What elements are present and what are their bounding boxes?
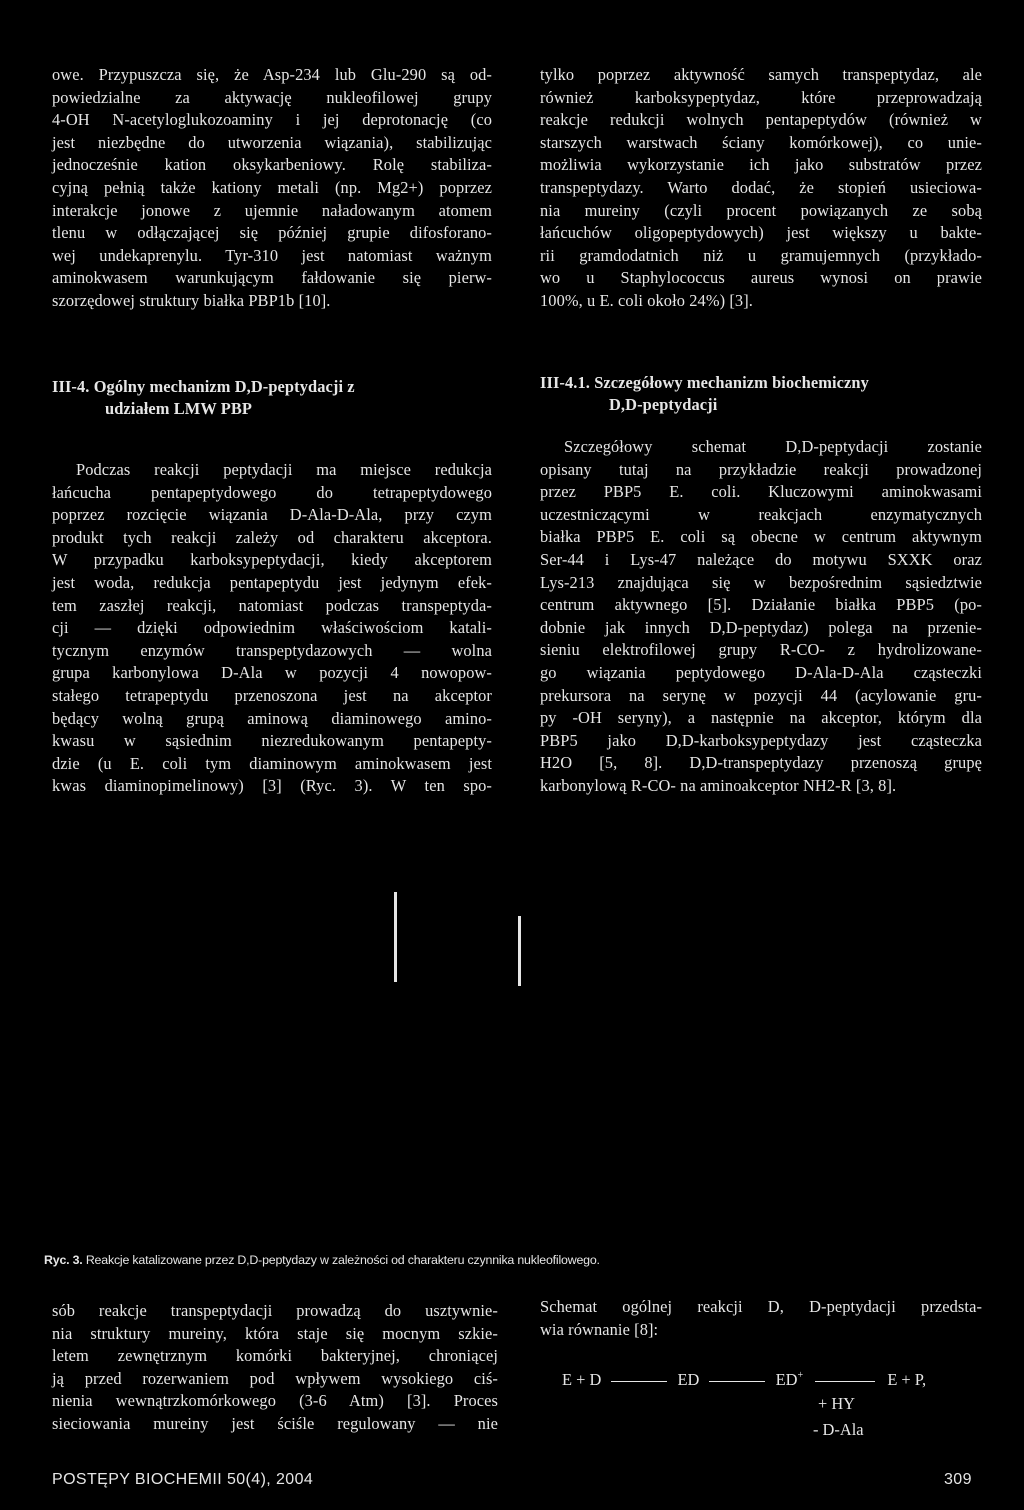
- journal-footer: POSTĘPY BIOCHEMII 50(4), 2004: [52, 1471, 314, 1488]
- text-line: nia mureiny (czyli procent powiązanych ze sobą: [540, 200, 982, 220]
- text-line: sób reakcje transpeptydacji prowadzą do usztywnie-: [52, 1301, 498, 1320]
- section-heading-III-4: [52, 376, 492, 420]
- reaction-arrow: [815, 1381, 875, 1382]
- right-column-bottom: [540, 1296, 982, 1341]
- text-line: grupa karbonylowa D-Ala w pozycji 4 nowopow-: [52, 663, 492, 683]
- text-line: kwasu w sąsiednim niezredukowanym pentapepty-: [52, 731, 492, 751]
- text-line: W przypadku karboksypeptydacji, kiedy akceptorem: [52, 550, 492, 570]
- text-line: Lys-213 znajdująca się w bezpośrednim sąsiedztwie: [540, 572, 982, 592]
- eq-superscript: +: [797, 1370, 804, 1381]
- text-line: Schemat ogólnej reakcji D, D-peptydacji przedsta-: [540, 1297, 982, 1316]
- right-column-body: [540, 436, 982, 798]
- text-line: Podczas reakcji peptydacji ma miejsce redukcja: [76, 460, 492, 479]
- text-line: uczestniczącymi w reakcjach enzymatycznych: [540, 504, 982, 524]
- text-line: rii gramdodatnich niż u gramujemnych (przykłado-: [540, 245, 982, 265]
- text-line: reakcje redukcji wolnych pentapeptydów (również w: [540, 110, 982, 130]
- text-line: tlenu w odłączającej się później grupie difosforano-: [52, 223, 492, 243]
- text-line: stałego tetrapeptydu przenoszona jest na akceptor: [52, 685, 492, 705]
- eq-below-hy: + HY: [818, 1394, 856, 1413]
- heading-number: III-4.1.: [540, 373, 590, 392]
- text-line: możliwia wykorzystanie ich jako substratów przez: [540, 155, 982, 175]
- text-line: Szczegółowy schemat D,D-peptydacji zostanie: [564, 437, 982, 456]
- text-line: 100%, u E. coli około 24%) [3].: [540, 290, 753, 310]
- text-line: powiedzialne za aktywację nukleofilowej grupy: [52, 87, 492, 107]
- text-line: starszych warstwach ściany komórkowej), co unie-: [540, 132, 982, 152]
- text-line: sieciowania mureiny jest ściśle regulowany — nie: [52, 1413, 498, 1433]
- text-line: tem zaszłej reakcji, natomiast podczas transpeptyda-: [52, 595, 492, 615]
- left-column-body: [52, 459, 492, 798]
- text-line: przez PBP5 E. coli. Kluczowymi aminokwasami: [540, 482, 982, 502]
- text-line: cji — dzięki odpowiednim właściwościom katali-: [52, 618, 492, 638]
- text-line: jest niezbędne do utworzenia wiązania), stabilizując: [52, 132, 492, 152]
- caption-text: Reakcje katalizowane przez D,D-peptydazy w zależności od charakteru czynnika nukleofilowego.: [85, 1253, 600, 1267]
- text-line: wo u Staphylococcus aureus wynosi on prawie: [540, 268, 982, 288]
- heading-title-line2: udziałem LMW PBP: [105, 399, 252, 418]
- text-line: ją przed rozerwaniem pod wpływem wysokiego ciś-: [52, 1368, 498, 1388]
- text-line: poprzez rozcięcie wiązania D-Ala-D-Ala, przy czym: [52, 505, 492, 525]
- text-line: Ser-44 i Lys-47 należące do motywu SXXK oraz: [540, 549, 982, 569]
- text-line: transpeptydazy. Warto dodać, że stopień usieciowa-: [540, 177, 982, 197]
- text-line: łańcuchów oligopeptydowych) jest większy u bakte-: [540, 223, 982, 243]
- text-line: letem zewnętrznym komórki bakteryjnej, chroniącej: [52, 1346, 498, 1366]
- text-line: łańcucha pentapeptydowego do tetrapeptydowego: [52, 482, 492, 502]
- text-line: interakcje jonowe z ujemnie naładowanym atomem: [52, 200, 492, 220]
- figure-bar: [394, 892, 397, 954]
- eq-term-ed: ED: [677, 1370, 700, 1389]
- text-line: karbonylową R-CO- na aminoakceptor NH2-R [3, 8].: [540, 775, 897, 795]
- text-line: H2O [5, 8]. D,D-transpeptydazy przenoszą grupę: [540, 753, 982, 773]
- eq-term-e-p: E + P,: [887, 1370, 927, 1389]
- text-line: py -OH seryny), a następnie na akceptor, którym dla: [540, 708, 982, 728]
- text-line: aminokwasem warunkującym fałdowanie się pierw-: [52, 268, 492, 288]
- text-line: produkt tych reakcji zależy od charakteru akceptora.: [52, 527, 492, 547]
- text-line: tylko poprzez aktywność samych transpeptydaz, ale: [540, 65, 982, 84]
- right-column-top: [540, 64, 982, 313]
- reaction-arrow: [611, 1381, 667, 1382]
- text-line: białka PBP5 E. coli są obecne w centrum aktywnym: [540, 527, 982, 547]
- text-line: nienia wewnątrzkomórkowego (3-6 Atm) [3]. Proces: [52, 1391, 498, 1411]
- text-line: opisany tutaj na przykładzie reakcji prowadzonej: [540, 459, 982, 479]
- reaction-arrow: [709, 1381, 765, 1382]
- figure-bar: [518, 964, 521, 986]
- left-column-top: [52, 64, 492, 313]
- text-line: dobnie jak innych D,D-peptydaz) polega na przenie-: [540, 617, 982, 637]
- reaction-equation: [562, 1370, 926, 1390]
- text-line: cyjną pełnią także kationy metali (np. Mg2+) poprzez: [52, 177, 492, 197]
- text-line: również karboksypeptydaz, które przeprowadzają: [540, 87, 982, 107]
- eq-term-ed-plus: ED+: [775, 1370, 804, 1389]
- text-line: owe. Przypuszcza się, że Asp-234 lub Glu-290 są od-: [52, 65, 492, 84]
- text-line: będący wolną grupą aminową diaminowego amino-: [52, 708, 492, 728]
- text-line: tycznym enzymów transpeptydazowych — wolna: [52, 640, 492, 660]
- text-line: dzie (u E. coli tym diaminowym aminokwasem jest: [52, 753, 492, 773]
- left-column-bottom: [52, 1300, 498, 1436]
- page-number: 309: [944, 1471, 972, 1488]
- text-line: centrum aktywnego [5]. Działanie białka PBP5 (po-: [540, 595, 982, 615]
- text-line: jest woda, redukcja pentapeptydu jest jedynym efek-: [52, 572, 492, 592]
- text-line: go wiązania peptydowego D-Ala-D-Ala cząsteczki: [540, 662, 982, 682]
- text-line: wia równanie [8]:: [540, 1319, 659, 1339]
- text-line: sieniu elektrofilowej grupy R-CO- z hydrolizowane-: [540, 640, 982, 660]
- heading-title: Szczegółowy mechanizm biochemiczny: [594, 373, 869, 392]
- text-line: jednocześnie kation oksykarbeniowy. Rolę stabiliza-: [52, 155, 492, 175]
- heading-title-line2: D,D-peptydacji: [609, 395, 718, 414]
- figure-bar: [518, 916, 521, 964]
- text-line: wej undekaprenylu. Tyr-310 jest natomiast ważnym: [52, 245, 492, 265]
- heading-number: III-4.: [52, 377, 90, 396]
- text-line: kwas diaminopimelinowy) [3] (Ryc. 3). W ten spo-: [52, 776, 492, 796]
- section-heading-III-4-1: [540, 372, 982, 416]
- heading-title: Ogólny mechanizm D,D-peptydacji z: [93, 377, 355, 396]
- figure-caption: [44, 1253, 600, 1267]
- text-line: szorzędowej struktury białka PBP1b [10].: [52, 290, 331, 310]
- eq-below-dala: - D-Ala: [813, 1420, 864, 1439]
- eq-term-e-d: E + D: [562, 1370, 602, 1389]
- text-line: prekursora na serynę w pozycji 44 (acylowanie gru-: [540, 685, 982, 705]
- text-line: 4-OH N-acetyloglukozoaminy i jej deprotonację (co: [52, 110, 492, 130]
- figure-bar: [394, 954, 397, 982]
- caption-label: Ryc. 3.: [44, 1253, 83, 1267]
- text-line: PBP5 jako D,D-karboksypeptydazy jest cząsteczka: [540, 730, 982, 750]
- text-line: nia struktury mureiny, która staje się mocnym szkie-: [52, 1323, 498, 1343]
